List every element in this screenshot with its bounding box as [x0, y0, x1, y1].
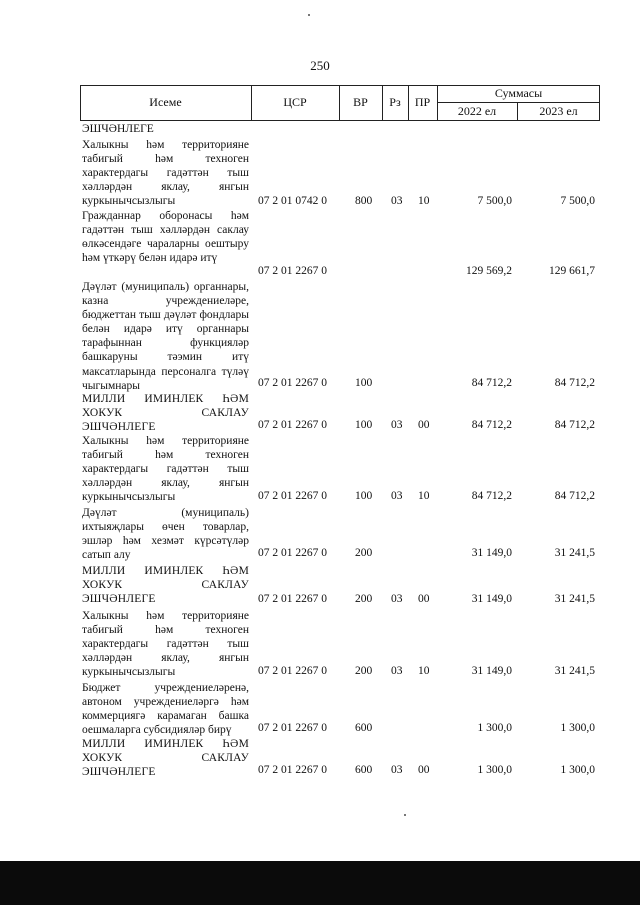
table-header [80, 85, 600, 121]
row-csr: 07 2 01 2267 0 [258, 490, 327, 502]
row-vr: 100 [355, 419, 373, 431]
header-sums-divider [437, 102, 600, 103]
row-rz: 03 [391, 764, 403, 776]
row-name: Дәүләт (муниципаль) ихтыяҗлары өчен товарлар, эшләр һәм хезмәт күрсәтүләр сатып алу [82, 507, 249, 562]
row-sum-2023: 84 712,2 [554, 490, 595, 502]
row-vr: 200 [355, 665, 373, 677]
row-vr: 100 [355, 490, 373, 502]
table-row [80, 434, 600, 503]
row-sum-2023: 1 300,0 [560, 764, 595, 776]
row-sum-2022: 31 149,0 [471, 665, 512, 677]
row-csr: 07 2 01 2267 0 [258, 419, 327, 431]
row-rz: 03 [391, 665, 403, 677]
scan-border-bottom [0, 861, 640, 905]
row-csr: 07 2 01 2267 0 [258, 665, 327, 677]
row-csr: 07 2 01 2267 0 [258, 377, 327, 389]
row-name: МИЛЛИ ИМИНЛЕК ҺӘМ ХОКУК САКЛАУ ЭШЧӘНЛЕГЕ [82, 393, 249, 434]
scan-speck [308, 14, 310, 16]
row-sum-2022: 7 500,0 [477, 195, 512, 207]
row-sum-2023: 31 241,5 [554, 547, 595, 559]
row-name: Халыкны һәм территорияне табигый һәм техноген характердагы гадәттән тыш хәлләрдән яклау, янгын куркынычсызлыгы [82, 139, 249, 208]
row-name: ЭШЧӘНЛЕГЕ [82, 123, 154, 135]
row-name: Бюджет учреждениеләренә, автоном учреждениеләргә һәм коммерциягә карамаган башка оешмаларга субсидияләр бирү [82, 682, 249, 737]
row-csr: 07 2 01 2267 0 [258, 265, 327, 277]
table-row [80, 280, 600, 390]
row-sum-2023: 1 300,0 [560, 722, 595, 734]
row-pr: 00 [418, 764, 430, 776]
row-sum-2022: 1 300,0 [477, 722, 512, 734]
row-sum-2023: 129 661,7 [549, 265, 595, 277]
row-rz: 03 [391, 419, 403, 431]
row-pr: 10 [418, 490, 430, 502]
table-row [80, 681, 600, 735]
row-csr: 07 2 01 0742 0 [258, 195, 327, 207]
row-csr: 07 2 01 2267 0 [258, 764, 327, 776]
row-sum-2023: 7 500,0 [560, 195, 595, 207]
row-sum-2022: 84 712,2 [471, 490, 512, 502]
header-csr: ЦСР [283, 95, 307, 109]
row-csr: 07 2 01 2267 0 [258, 722, 327, 734]
row-vr: 800 [355, 195, 373, 207]
row-pr: 10 [418, 665, 430, 677]
row-sum-2022: 129 569,2 [466, 265, 512, 277]
row-sum-2023: 31 241,5 [554, 593, 595, 605]
header-pr: ПР [414, 95, 431, 109]
row-name: МИЛЛИ ИМИНЛЕК ҺӘМ ХОКУК САКЛАУ ЭШЧӘНЛЕГЕ [82, 565, 249, 606]
header-vr: ВР [353, 95, 368, 109]
row-sum-2022: 31 149,0 [471, 547, 512, 559]
header-bottom-border [80, 120, 600, 121]
table-row [80, 506, 600, 560]
row-sum-2023: 84 712,2 [554, 419, 595, 431]
table-row [80, 138, 600, 208]
row-rz: 03 [391, 593, 403, 605]
row-vr: 200 [355, 547, 373, 559]
header-year-2023: 2023 ел [539, 104, 578, 118]
row-vr: 600 [355, 764, 373, 776]
row-pr: 00 [418, 593, 430, 605]
header-sums: Суммасы [494, 86, 543, 100]
row-vr: 100 [355, 377, 373, 389]
header-year-2022: 2022 ел [457, 104, 497, 118]
table-row [80, 392, 600, 432]
table-row [80, 737, 600, 777]
row-name: Дәүләт (муниципаль) органнары, казна учреждениеләре, бюджеттан тыш дәүләт фондлары белән идарә итү органнары тарафыннан функцияләр башкаруны тәэмин итү максатларында персоналга түләү чыгымнары [82, 281, 249, 392]
header-name: Исеме [149, 95, 182, 109]
row-name: Халыкны һәм территорияне табигый һәм техноген характердагы гадәттән тыш хәлләрдән яклау, янгын куркынычсызлыгы [82, 435, 249, 504]
row-rz: 03 [391, 490, 403, 502]
row-csr: 07 2 01 2267 0 [258, 593, 327, 605]
row-pr: 00 [418, 419, 430, 431]
row-sum-2022: 84 712,2 [471, 419, 512, 431]
row-vr: 600 [355, 722, 373, 734]
row-vr: 200 [355, 593, 373, 605]
row-csr: 07 2 01 2267 0 [258, 547, 327, 559]
row-sum-2022: 1 300,0 [477, 764, 512, 776]
table-row [80, 609, 600, 678]
table-row [80, 122, 600, 137]
row-sum-2022: 84 712,2 [471, 377, 512, 389]
row-name: Халыкны һәм территорияне табигый һәм техноген характердагы гадәттән тыш хәлләрдән яклау, янгын куркынычсызлыгы [82, 610, 249, 679]
row-sum-2022: 31 149,0 [471, 593, 512, 605]
scan-speck [404, 814, 406, 816]
page-number: 250 [310, 58, 330, 73]
row-sum-2023: 84 712,2 [554, 377, 595, 389]
row-pr: 10 [418, 195, 430, 207]
row-name: Гражданнар оборонасы һәм гадәттән тыш хәлләрдән саклау өлкәсендәге чараларны оештыру һәм үткәрү белән идарә итү [82, 210, 249, 265]
row-rz: 03 [391, 195, 403, 207]
row-sum-2023: 31 241,5 [554, 665, 595, 677]
table-row [80, 209, 600, 278]
header-rz: Рз [389, 95, 401, 109]
table-row [80, 564, 600, 606]
row-name: МИЛЛИ ИМИНЛЕК ҺӘМ ХОКУК САКЛАУ ЭШЧӘНЛЕГЕ [82, 738, 249, 779]
